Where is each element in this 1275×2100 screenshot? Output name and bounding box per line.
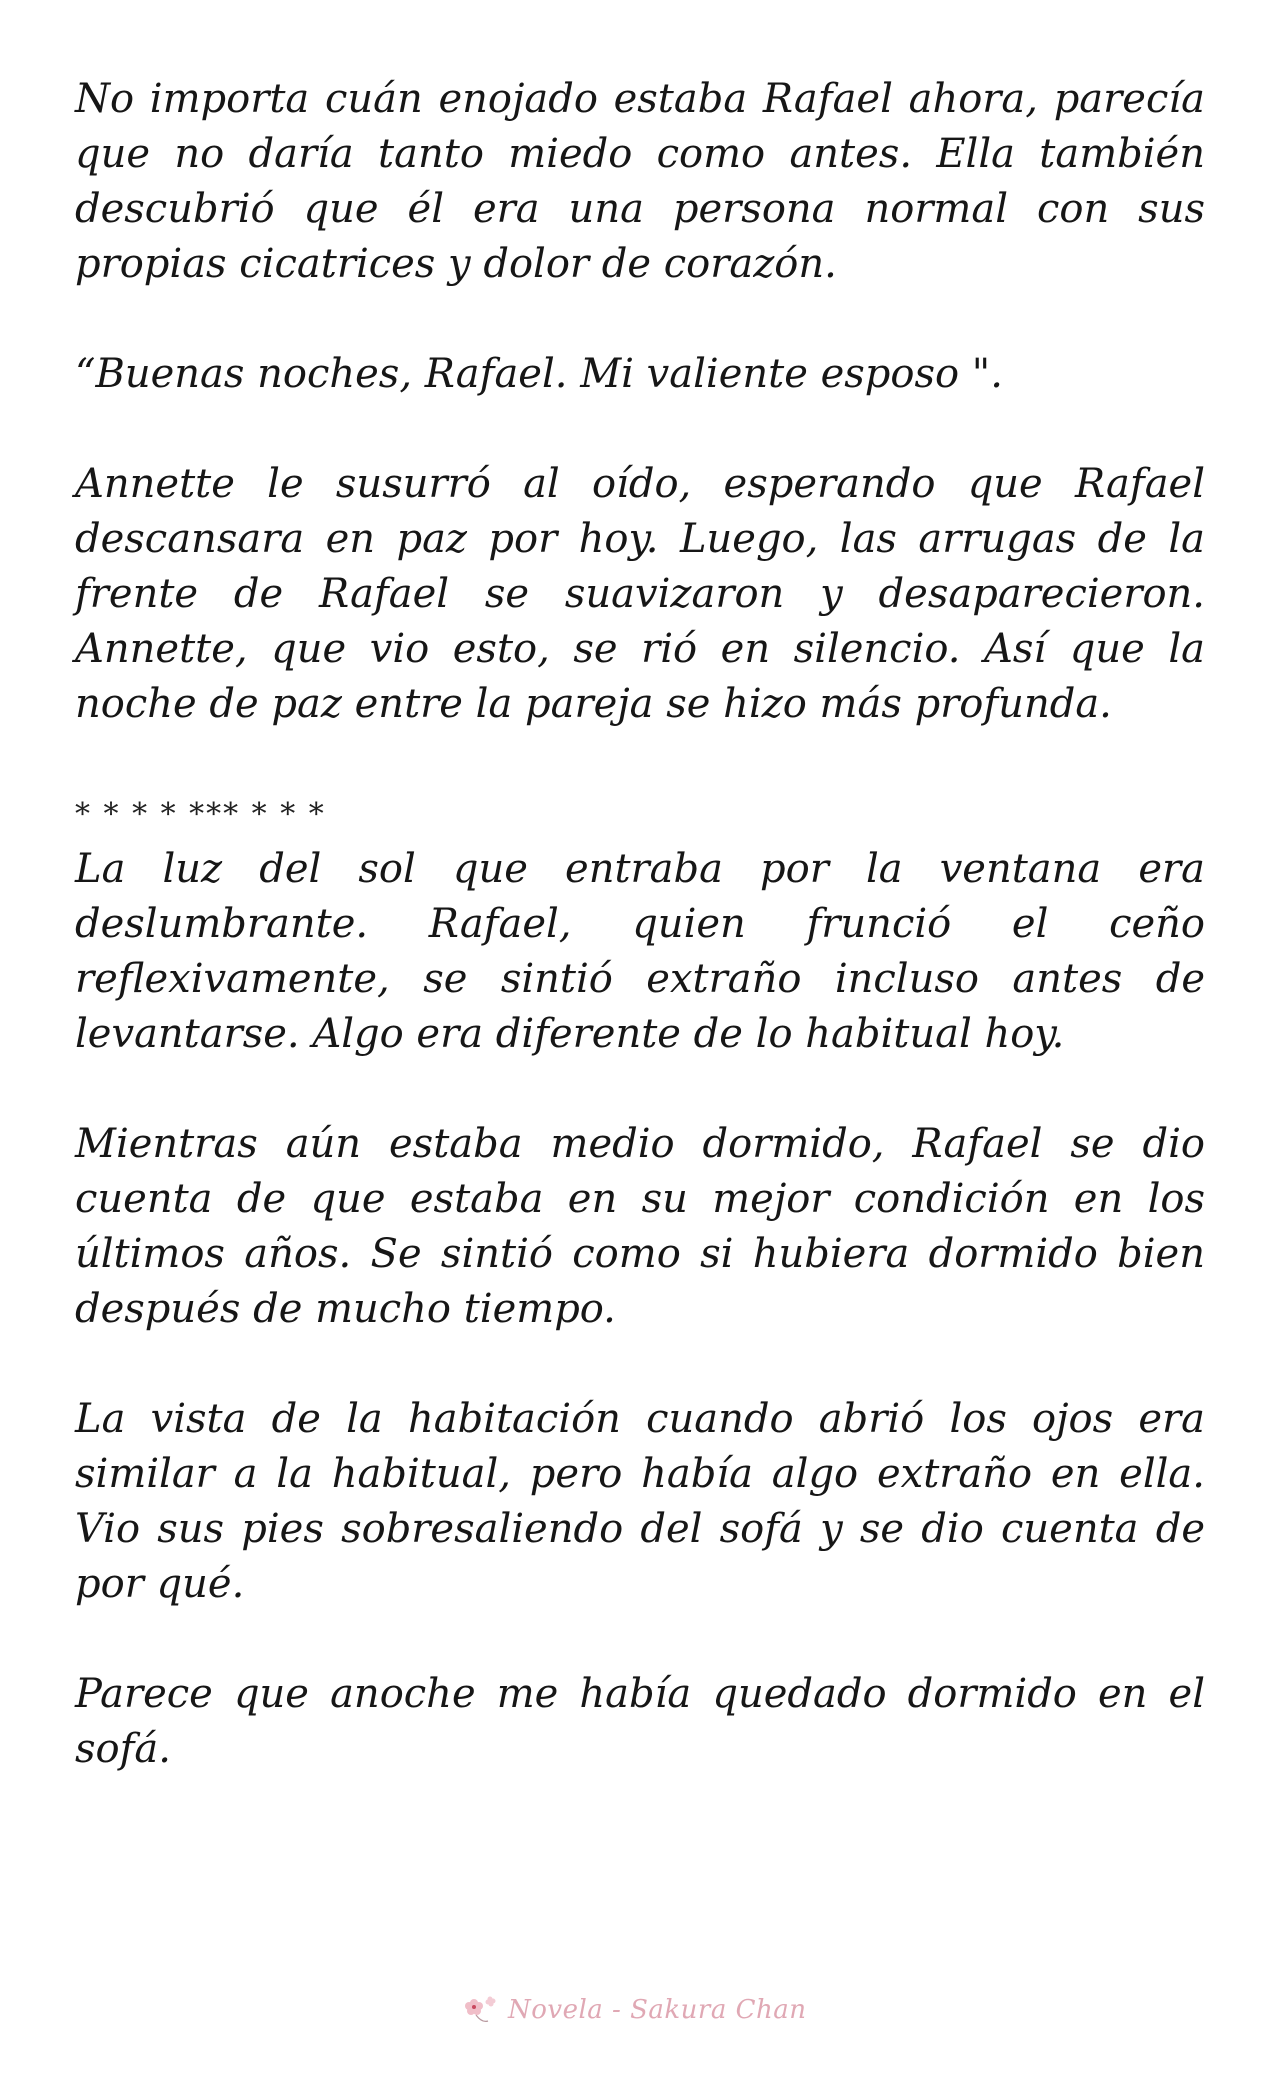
paragraph: La luz del sol que entraba por la ventana era deslumbrante. Rafael, quien frunció el ceño reflexivamente, se sintió extraño incluso antes de levantarse. Algo era diferente de lo habitual hoy. bbox=[75, 846, 1205, 1057]
chapter-text bbox=[75, 72, 1205, 1777]
watermark-text: Novela - Sakura Chan bbox=[508, 1995, 807, 2025]
paragraph: Parece que anoche me había quedado dormido en el sofá. bbox=[75, 1671, 1205, 1772]
watermark bbox=[462, 1990, 807, 2030]
paragraph-gap bbox=[75, 292, 1205, 347]
paragraph-gap bbox=[75, 1337, 1205, 1392]
cherry-blossom-icon bbox=[462, 1993, 500, 2027]
paragraph: No importa cuán enojado estaba Rafael ahora, parecía que no daría tanto miedo como antes. Ella también descubrió que él era una persona normal con sus propias cicatrices y dolor de corazón. bbox=[75, 76, 1205, 287]
paragraph-gap bbox=[75, 1612, 1205, 1667]
paragraph: Mientras aún estaba medio dormido, Rafael se dio cuenta de que estaba en su mejor condición en los últimos años. Se sintió como si hubiera dormido bien después de mucho tiempo. bbox=[75, 1121, 1205, 1332]
paragraph-gap bbox=[75, 732, 1205, 787]
paragraph-gap bbox=[75, 1062, 1205, 1117]
paragraph: La vista de la habitación cuando abrió los ojos era similar a la habitual, pero había algo extraño en ella. Vio sus pies sobresaliendo del sofá y se dio cuenta de por qué. bbox=[75, 1396, 1205, 1607]
scene-separator: * * * * *** * * * bbox=[75, 797, 326, 832]
dialogue-paragraph: “Buenas noches, Rafael. Mi valiente esposo ". bbox=[75, 351, 1003, 397]
paragraph-gap bbox=[75, 402, 1205, 457]
paragraph: Annette le susurró al oído, esperando que Rafael descansara en paz por hoy. Luego, las arrugas de la frente de Rafael se suavizaron y desaparecieron. Annette, que vio esto, se rió en silencio. Así que la noche de paz entre la pareja se hizo más profunda. bbox=[75, 461, 1205, 727]
